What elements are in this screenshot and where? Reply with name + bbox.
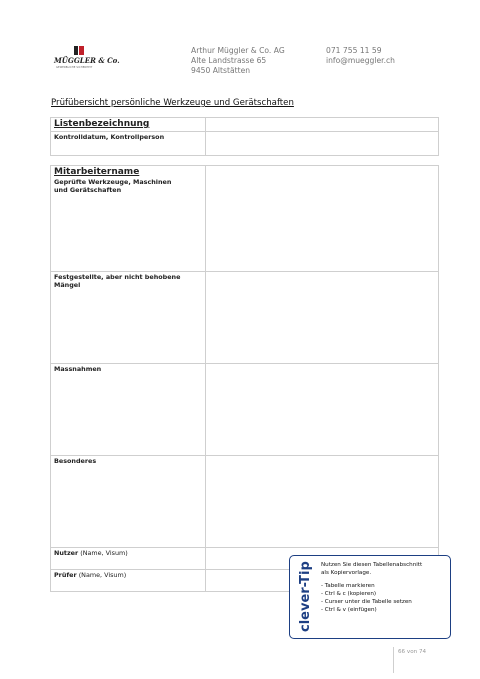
tip-line1: Nutzen Sie diesen Tabellenabschnitt (321, 562, 423, 568)
list-name-heading: Listenbezeichnung (54, 119, 150, 129)
defects-value-cell[interactable] (206, 272, 439, 364)
logo-tagline: GEWERBLICHE SICHERHEIT (56, 66, 93, 69)
control-value-cell[interactable] (206, 132, 439, 156)
user-label-suffix: (Name, Visum) (78, 549, 128, 557)
page-number: 66 von 74 (398, 649, 427, 655)
company-contact (326, 46, 395, 66)
tip-step-2: - Ctrl & c (kopieren) (321, 591, 377, 597)
clever-tip-text (321, 561, 422, 614)
checker-label-cell (51, 570, 206, 592)
control-label: Kontrolldatum, Kontrollperson (54, 133, 165, 141)
tip-line2: als Kopiervorlage. (321, 570, 372, 576)
inspected-items-label-cell (51, 166, 206, 272)
measures-label-cell (51, 364, 206, 456)
company-street: Alte Landstrasse 65 (191, 56, 267, 65)
company-city: 9450 Altstätten (191, 66, 251, 75)
defects-label-line1: Festgestellte, aber nicht behobene (54, 273, 181, 281)
clever-tip-logo-icon (293, 559, 315, 635)
tip-step-4: - Ctrl & v (einfügen) (321, 607, 377, 613)
company-phone: 071 755 11 59 (326, 46, 382, 55)
list-name-label-cell (51, 118, 206, 132)
company-address (191, 46, 285, 76)
inspected-items-label-line1: Geprüfte Werkzeuge, Maschinen (54, 178, 172, 186)
special-label: Besonderes (54, 457, 97, 465)
logo-mark-icon (74, 46, 84, 55)
tip-step-1: - Tabelle markieren (321, 583, 375, 589)
user-label-cell (51, 548, 206, 570)
checker-label: Prüfer (54, 571, 77, 579)
clever-tip-brand: clever-Tip (298, 561, 313, 632)
inspected-items-value-cell[interactable] (206, 166, 439, 272)
company-name: Arthur Müggler & Co. AG (191, 46, 285, 55)
user-label: Nutzer (54, 549, 79, 557)
defects-label-cell (51, 272, 206, 364)
measures-value-cell[interactable] (206, 364, 439, 456)
footer-divider (393, 647, 394, 673)
company-logo (54, 46, 120, 72)
employee-inspection-table (50, 165, 439, 592)
clever-tip-logo (293, 559, 315, 635)
document-title: Prüfübersicht persönliche Werkzeuge und Gerätschaften (51, 98, 294, 108)
checker-label-suffix: (Name, Visum) (76, 571, 127, 579)
clever-tip-box (289, 555, 451, 639)
company-email[interactable]: info@mueggler.ch (326, 56, 395, 65)
control-label-cell (51, 132, 206, 156)
inspected-items-label-line2: und Gerätschaften (54, 186, 122, 194)
list-info-table (50, 117, 439, 156)
logo-wordmark: MÜGGLER & Co. (54, 56, 120, 65)
list-name-value-cell[interactable] (206, 118, 439, 132)
defects-label-line2: Mängel (54, 281, 81, 289)
tip-step-3: - Curser unter die Tabelle setzen (321, 599, 412, 605)
measures-label: Massnahmen (54, 365, 102, 373)
employee-name-heading: Mitarbeitername (54, 167, 140, 177)
special-value-cell[interactable] (206, 456, 439, 548)
special-label-cell (51, 456, 206, 548)
